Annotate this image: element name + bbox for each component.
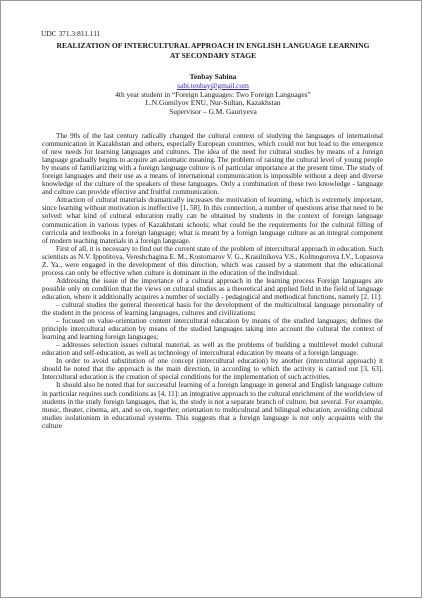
- list-item: – addresses selection issues cultural material, as well as the problems of building a multilevel model cultural education and self-education, as well as technology of intercultural education by means of a foreign language.: [42, 341, 383, 358]
- paragraph: Addressing the issue of the importance of a cultural approach in the learning process Foreign languages are possible only on condition that the views on cultural studies as a theoretical and applied field in the field of language education, where it additionally acquires a number of socially - pedagogical and methodical functions, namely [2, 11]:: [42, 276, 383, 301]
- author-block: [91, 73, 335, 117]
- paragraph: In order to avoid substitution of one concept (intercultural education) by another (intercultural approach) it should be noted that the approach is the main direction, in according to which the activity is carried out [3, 63]. Intercultural education is the creation of special conditions for the implementation of such activities.: [42, 357, 383, 382]
- author-email-link[interactable]: sabi.tenbay@gmail.com: [177, 80, 249, 90]
- paragraph: The 90s of the last century radically changed the cultural context of studying the languages of international communication in Kazakhstan and others, especially European countries, which could not but lead to the emergence of new needs for learning languages and cultures. The idea of the need for cultural studies by means of a foreign language gradually begins to acquire an axiomatic meaning. The problem of raising the cultural level of young people by means of familiarizing with a foreign language culture is of particular importance at the present time. The study of foreign languages and their use as a means of international communication is impossible without a deep and diverse knowledge of the culture of the speakers of these languages. Only a combination of these two knowledge - language and culture can provide effective and fruitful communication.: [42, 132, 383, 197]
- author-supervisor: Supervisor – G.M. Gauriyeva: [169, 107, 257, 117]
- list-item: – cultural studies the general theoretical basis for the development of the multicultural language personality of the student in the process of learning languages, cultures and civilizations;: [42, 300, 383, 318]
- udc-code: UDC 371.3:811.111: [41, 29, 101, 38]
- paragraph: Attraction of cultural materials dramatically increases the motivation of learning, which is extremely important, since learning without motivation is ineffective [1, 58]. In this connection, a number of questions arise that need to be solved: what kind of cultural education really can be obtained by students in the context of foreign language communication in various types of Kazakhstani schools; what could be the requirements for the cultural filling of curricula and textbooks in a foreign language; what is meant by a foreign language culture as an integral component of modern teaching materials in a foreign language.: [42, 196, 383, 245]
- paragraph: It should also be noted that for successful learning of a foreign language in general and English language culture in particular requires such conditions as [4, 11]: an integrative approach to the cultural enrichment of the worldview of students in the study foreign languages, that is, the study is not a separate branch of culture, but several. For example, music, theater, cinema, art, and so on, together; orientation to multicultural and bilingual education, avoiding cultural studies isolationism in educational systems. This suggests that a foreign language is not only acquaints with the culture: [42, 381, 383, 430]
- author-affiliation: 4th year student in “Foreign Languages: Two Foreign Languages”: [115, 89, 311, 99]
- paragraph: First of all, it is necessary to find out the current state of the problem of intercultural approach in education. Such scientists as N.V. Ippolitova, Vereshchagina E. M., Kostomarov V. G., Krasilnikova V.S., Kolmogorova I.V., Lopasova Z. Ya., were engaged in the development of this direction, which was caused by a statement that the educational process can only be effective when culture is dominant in the education of the individual.: [42, 244, 383, 277]
- author-name: Tenbay Sabina: [189, 72, 237, 81]
- list-item: – focused on value-orientation content intercultural education by means of the studied languages; defines the principle intercultural education by means of the studied languages taking into account the cultural the context of learning and learning foreign languages;: [42, 317, 383, 342]
- author-university: L.N.Gumilyov ENU, Nur-Sultan, Kazakhstan: [145, 98, 281, 108]
- article-title: REALIZATION OF INTERCULTURAL APPROACH IN ENGLISH LANGUAGE LEARNING AT SECONDARY STAGE: [56, 41, 370, 60]
- article-body: [42, 132, 383, 430]
